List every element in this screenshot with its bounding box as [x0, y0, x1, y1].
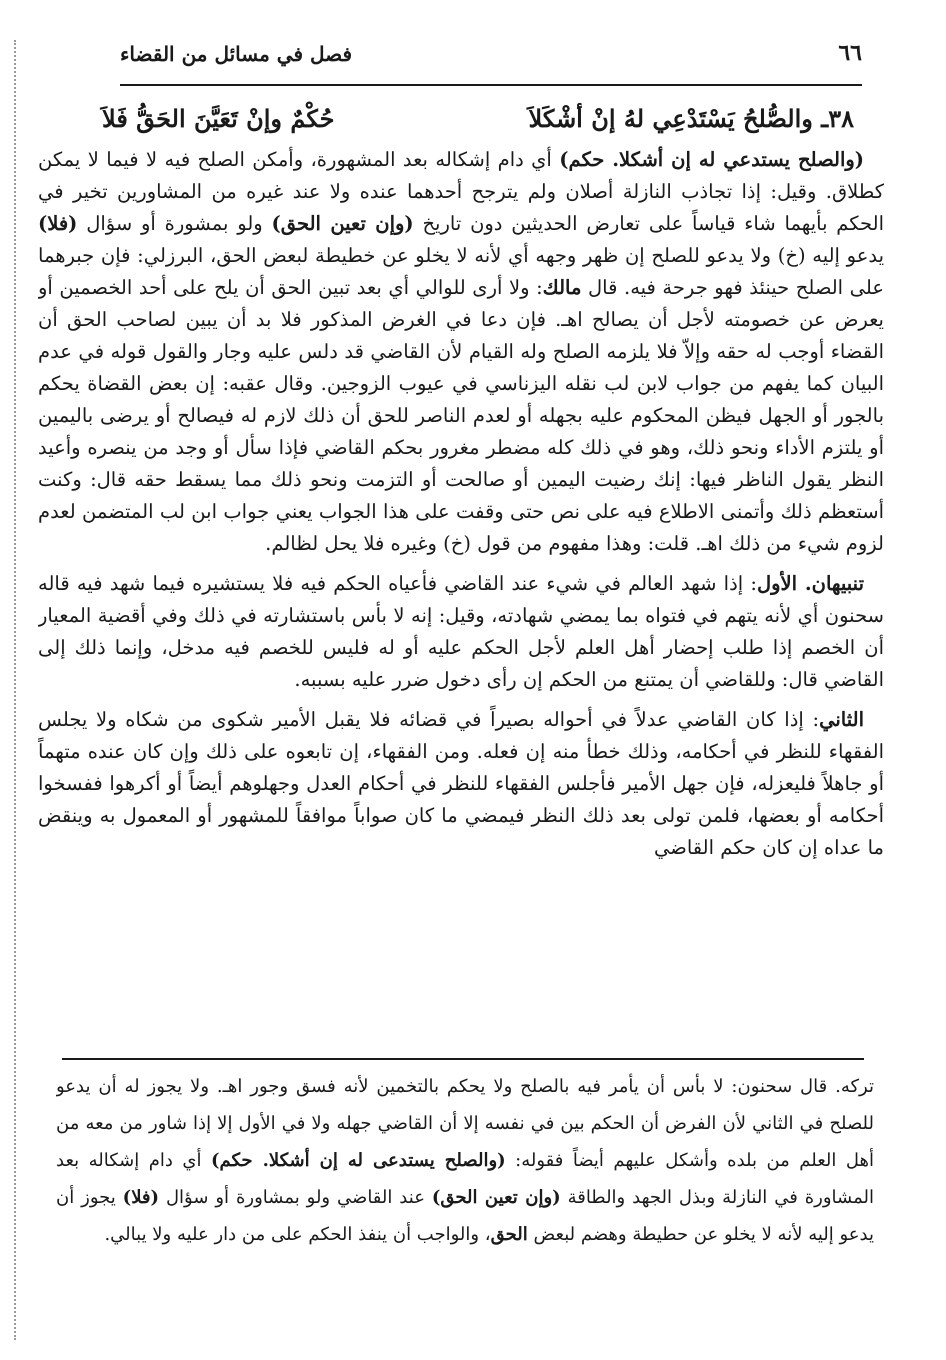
footnote-text: عند القاضي ولو بمشاورة أو سؤال [159, 1187, 432, 1208]
verse-second-hemistich: حُكْمٌ وإنْ تَعَيَّنَ الحَقُّ فَلاَ [102, 104, 335, 133]
commentary-text: يدعو إليه (خ) ولا يدعو للصلح إن ظهر وجهه أي لأنه لا يخلو عن خطيطة لبعض الحق، البرزلي: فإن جبرهما على الصلح حينئذ فهو جرحة فيه. قال [38, 244, 884, 299]
footnote-text: يجوز أن يدعو إليه لأنه لا يخلو عن حطيطة وهضم لبعض [56, 1187, 874, 1245]
commentary-text: ولو بمشورة أو سؤال [77, 212, 272, 235]
notice-heading: الثاني [819, 708, 864, 731]
cited-authority: مالك [542, 276, 582, 299]
main-text [38, 96, 884, 1051]
quoted-verse-text: الحق [490, 1224, 528, 1245]
footnote-text: ، والواجب أن ينفذ الحكم على من دار عليه ولا يبالي. [104, 1224, 491, 1245]
commentary-text: أي دام إشكاله بعد المشهورة، وأمكن الصلح فيه لا فيما لا يمكن كطلاق. وقيل: إذا تجاذب النازلة أصلان ولم يترجح أحدهما عنده ولا عند غيره من المشاورين تخير في الحكم بأيهما شاء قياساً على تعارض الحديثين دون تاريخ [38, 148, 884, 235]
quoted-verse-text: (فلا) [122, 1187, 160, 1208]
footnote-block [56, 1068, 874, 1336]
notice-heading: تنبيهان. الأول [756, 572, 864, 595]
commentary-text: : إذا كان القاضي عدلاً في أحواله بصيراً في قضائه فلا يقبل الأمير شكوى من شكاه ولا يجلس الفقهاء للنظر في أحكامه، وذلك خطأ منه إن فعله. ومن الفقهاء، إن تابعوه على ذلك وإن كان عنده متهماً أو جاهلاً فليعزله، فإن جهل الأمير فأجلس الفقهاء للنظر في أحكام العدل وجهلوهم أيضاً أو أكرهوا ففسخوا أحكامه أو بعضها، فلمن تولى بعد ذلك النظر فيمضي ما كان صواباً موافقاً للمشهور أو المعمول به وينقض ما عداه إن كان حكم القاضي [38, 708, 884, 859]
footnote-text: أي دام إشكاله بعد المشاورة في النازلة وبذل الجهد والطاقة [56, 1150, 874, 1208]
quoted-verse-text: (فلا) [38, 212, 78, 235]
commentary-text: : إذا شهد العالم في شيء عند القاضي فأعياه الحكم فيه فلا يستشيره فيما شهد فيه قاله سحنون أي لأنه يتهم في فتواه بما يمضي شهادته، وقيل: إنه لا بأس باستشارته في ذلك وفي أقضية المعيار أن الخصم إذا طلب إحضار أهل العلم لأجل الحكم عليه أو له فليس للخصم فيه مدخل، وإنما ذلك إلى القاضي قال: وللقاضي أن يمتنع من الحكم إن رأى دخول ضرر عليه بسببه. [38, 572, 884, 691]
scan-gutter-line [14, 40, 16, 1340]
quoted-verse-text: (والصلح يستدعي له إن أشكلا. حكم) [559, 148, 865, 171]
commentary-text: : ولا أرى للوالي أي بعد تبين الحق أن يلح على أحد الخصمين أو يعرض عن خصومته لأجل أن يصالح اهـ. فإن دعا في الغرض المذكور فلا بد أن يبين لصاحب الحق أن القضاء أوجب له حقه وإلاّ فلا يلزمه الصلح وله القيام لأن القاضي قد دلس عليه وجار والقول قوله في عدم البيان كما يفهم من جواب لابن لب نقله اليزناسي في عيوب الزوجين. وقال عقبه: إن بعض القضاة يحكم بالجور أو الجهل فيظن المحكوم عليه بجهله أو لعدم الناصر للحق أن ذلك لازم له فيصالح أو يرضى باليمين أو يلتزم الأداء ونحو ذلك، وهو في ذلك كله مضطر مغرور بحكم القاضي فإذا سأل أو وجد من ينصره وأعيد النظر يقول الناظر فيها: إنك رضيت اليمين أو صالحت أو التزمت ونحو ذلك مما يسقط حقه قال: وكنت أستعظم ذلك وأتمنى الاطلاع فيه على نص حتى وقفت على هذا الجواب يعني جواب ابن لب المتضمن لعدم لزوم شيء من ذلك اهـ. قلت: وهذا مفهوم من قول (خ) وغيره فلا يحل لظالم. [38, 276, 884, 555]
quoted-verse-text: (والصلح يستدعى له إن أشكلا. حكم) [210, 1150, 506, 1171]
verse-line [38, 96, 884, 142]
quoted-verse-text: (وإن تعين الحق) [271, 212, 414, 235]
notice-second-paragraph [38, 704, 884, 864]
footnote-text: تركه. قال سحنون: لا بأس أن يأمر فيه بالصلح ولا يحكم بالتخمين لأنه فسق وجور اهـ. ولا يجوز له أن يدعو للصلح في الثاني لأن الفرض أن الحكم بين في نفسه إلا أن القاضي جهله ولا في الأول إلا إذا شاور من معه من أهل العلم من بلده وأشكل عليهم أيضاً فقوله: [56, 1076, 874, 1171]
notice-first-paragraph [38, 568, 884, 696]
running-title: فصل في مسائل من القضاء [120, 42, 353, 66]
commentary-paragraph [38, 144, 884, 560]
verse-first-hemistich: ٣٨ـ والصُّلحُ يَسْتَدْعِي لهُ إنْ أشْكَلاَ [528, 104, 854, 133]
quoted-verse-text: (وإن تعين الحق) [431, 1187, 561, 1208]
page-header [120, 32, 862, 86]
page-number: ٦٦ [838, 40, 862, 66]
footnote-divider [62, 1058, 864, 1060]
